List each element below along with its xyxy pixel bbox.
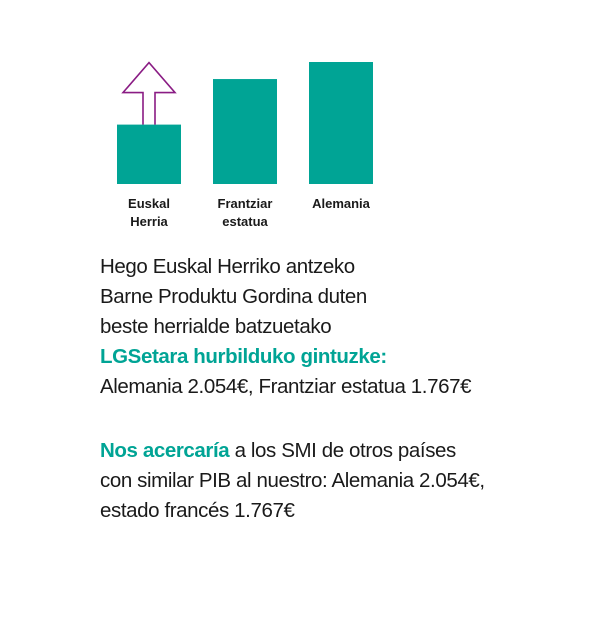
- category-label-euskal-herria-line-2: Herria: [130, 214, 168, 229]
- category-label-alemania-line-1: Alemania: [312, 196, 370, 211]
- basque-text-line-1: Hego Euskal Herriko antzeko: [100, 255, 355, 278]
- basque-highlight: LGSetara hurbilduko gintuzke:: [100, 345, 387, 368]
- up-arrow-icon: [123, 63, 175, 125]
- bar-euskal-herria: [117, 125, 181, 184]
- spanish-text-line-3: estado francés 1.767€: [100, 499, 295, 522]
- category-label-euskal-herria-line-1: Euskal: [128, 196, 170, 211]
- annotations-group: [123, 63, 175, 125]
- bar-frantziar-estatua: [213, 79, 277, 184]
- basque-text-block: [100, 252, 471, 402]
- category-labels-group: [128, 196, 371, 229]
- spanish-highlight: Nos acercaría: [100, 439, 230, 462]
- category-label-frantziar-estatua-line-1: Frantziar: [217, 196, 273, 211]
- bar-chart: [0, 0, 600, 250]
- basque-text-line-5: Alemania 2.054€, Frantziar estatua 1.767€: [100, 375, 472, 398]
- spanish-text-line-1: [100, 436, 485, 466]
- spanish-text-line-1-rest: a los SMI de otros países: [229, 439, 456, 462]
- bar-alemania: [309, 62, 373, 184]
- spanish-text-line-2: con similar PIB al nuestro: Alemania 2.054€,: [100, 469, 485, 492]
- spanish-text-block: [100, 436, 485, 526]
- basque-text-line-2: Barne Produktu Gordina duten: [100, 285, 367, 308]
- category-label-frantziar-estatua-line-2: estatua: [222, 214, 268, 229]
- basque-text-line-3: beste herrialde batzuetako: [100, 315, 332, 338]
